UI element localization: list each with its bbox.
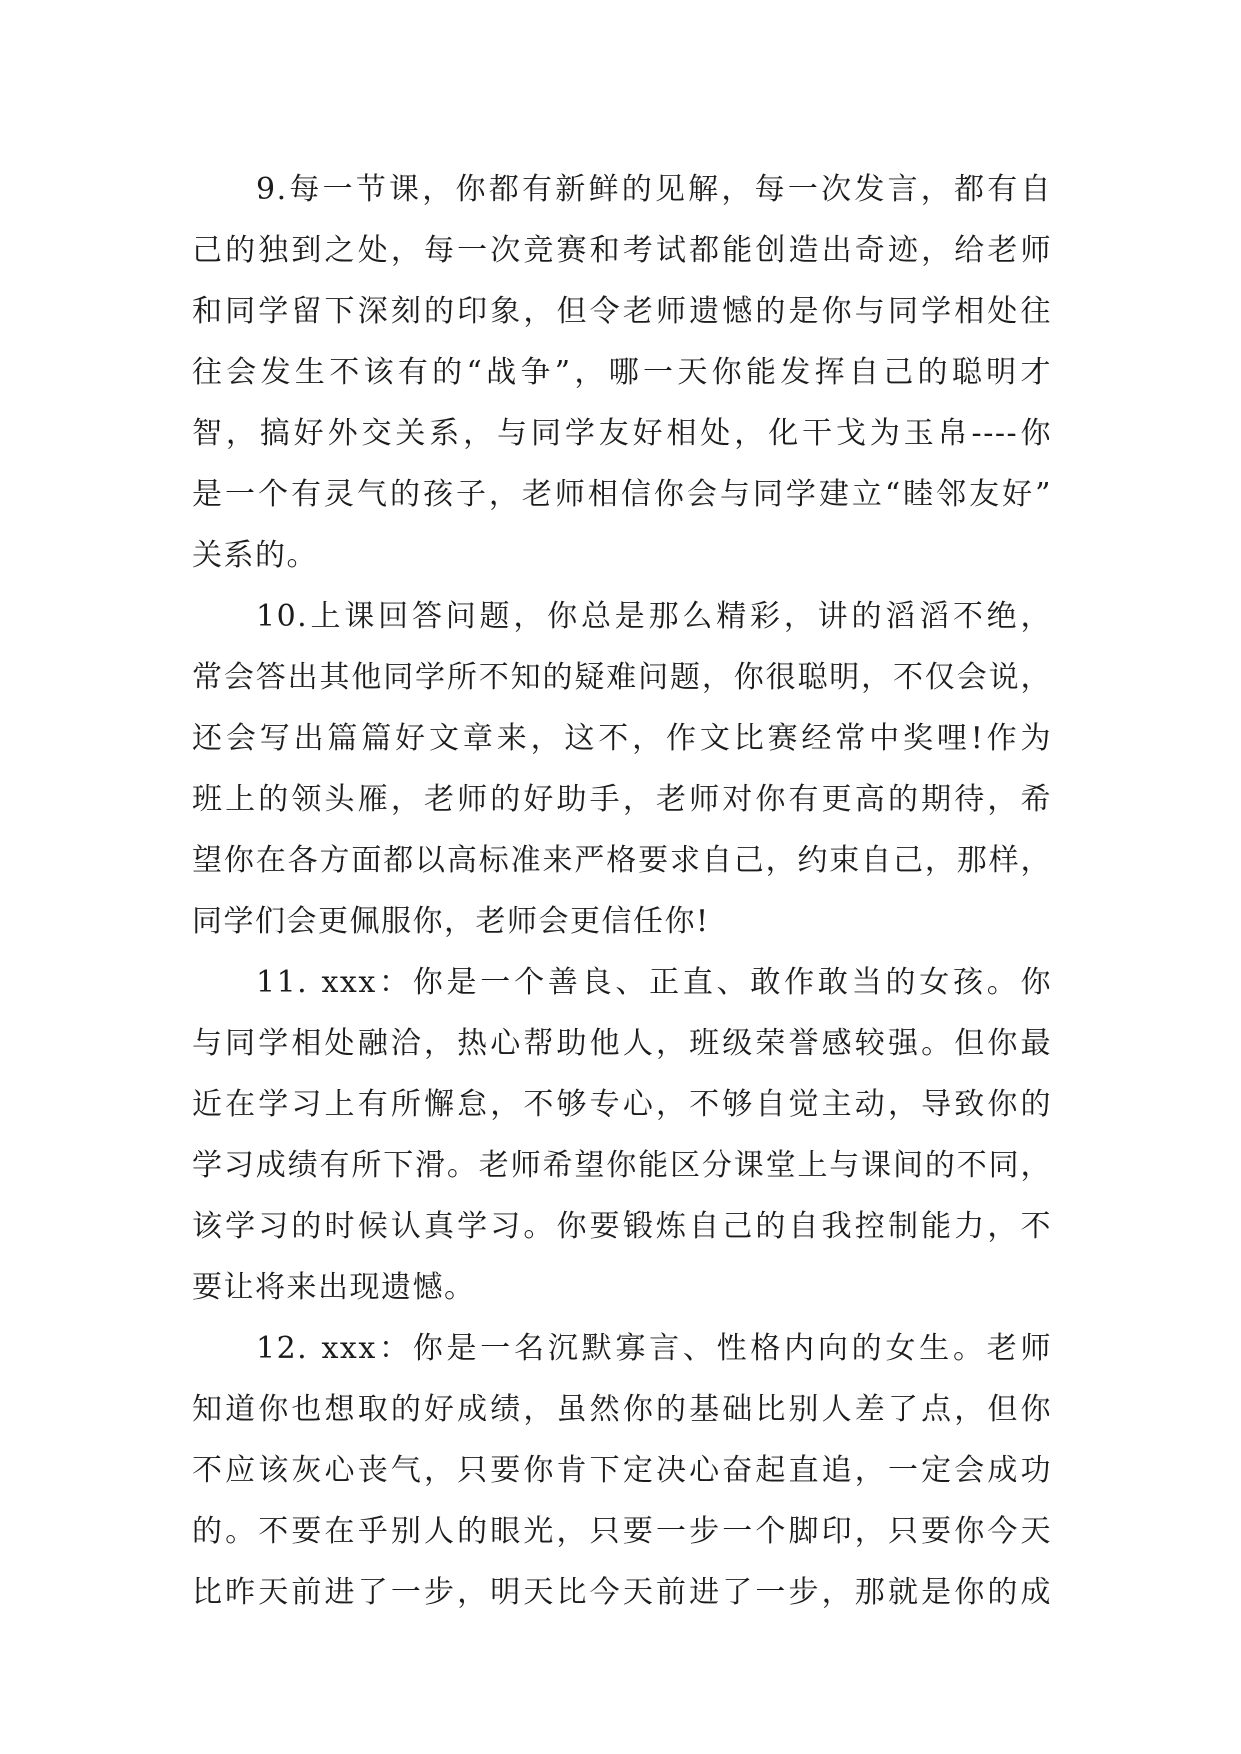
paragraph-10-line-1: 10.上课回答问题，你总是那么精彩，讲的滔滔不绝， (256, 599, 1052, 634)
paragraph-12-line-5: 比昨天前进了一步，明天比今天前进了一步，那就是你的成 (192, 1575, 1052, 1610)
paragraph-12-line-2: 知道你也想取的好成绩，虽然你的基础比别人差了点，但你 (192, 1392, 1052, 1427)
paragraph-11-line-5: 该学习的时候认真学习。你要锻炼自己的自我控制能力，不 (192, 1209, 1052, 1244)
paragraph-11-line-1: 11. xxx：你是一个善良、正直、敢作敢当的女孩。你 (256, 965, 1052, 1000)
paragraph-9-line-1: 9.每一节课，你都有新鲜的见解，每一次发言，都有自 (256, 172, 1052, 207)
paragraph-9-line-6: 是一个有灵气的孩子，老师相信你会与同学建立“睦邻友好” (192, 477, 1052, 512)
paragraph-11-line-4: 学习成绩有所下滑。老师希望你能区分课堂上与课间的不同， (192, 1148, 1052, 1183)
paragraph-10-line-6: 同学们会更佩服你，老师会更信任你! (192, 904, 710, 939)
paragraph-10-line-2: 常会答出其他同学所不知的疑难问题，你很聪明，不仅会说， (192, 660, 1052, 695)
paragraph-9-line-5: 智，搞好外交关系，与同学友好相处，化干戈为玉帛----你 (192, 416, 1052, 451)
paragraph-12-line-3: 不应该灰心丧气，只要你肯下定决心奋起直追，一定会成功 (192, 1453, 1052, 1488)
paragraph-10-line-5: 望你在各方面都以高标准来严格要求自己，约束自己，那样， (192, 843, 1052, 878)
paragraph-10-line-3: 还会写出篇篇好文章来，这不，作文比赛经常中奖哩!作为 (192, 721, 1052, 756)
document-body (192, 159, 1052, 1623)
paragraph-9-line-7: 关系的。 (192, 538, 318, 573)
paragraph-9-line-3: 和同学留下深刻的印象，但令老师遗憾的是你与同学相处往 (192, 294, 1052, 329)
paragraph-10-line-4: 班上的领头雁，老师的好助手，老师对你有更高的期待，希 (192, 782, 1052, 817)
paragraph-11-line-2: 与同学相处融洽，热心帮助他人，班级荣誉感较强。但你最 (192, 1026, 1052, 1061)
paragraph-12-line-4: 的。不要在乎别人的眼光，只要一步一个脚印，只要你今天 (192, 1514, 1052, 1549)
paragraph-9-line-2: 己的独到之处，每一次竞赛和考试都能创造出奇迹，给老师 (192, 233, 1052, 268)
paragraph-12-line-1: 12. xxx：你是一名沉默寡言、性格内向的女生。老师 (256, 1331, 1052, 1366)
paragraph-11-line-3: 近在学习上有所懈怠，不够专心，不够自觉主动，导致你的 (192, 1087, 1052, 1122)
paragraph-9-line-4: 往会发生不该有的“战争”，哪一天你能发挥自己的聪明才 (192, 355, 1052, 390)
paragraph-11-line-6: 要让将来出现遗憾。 (192, 1270, 476, 1305)
